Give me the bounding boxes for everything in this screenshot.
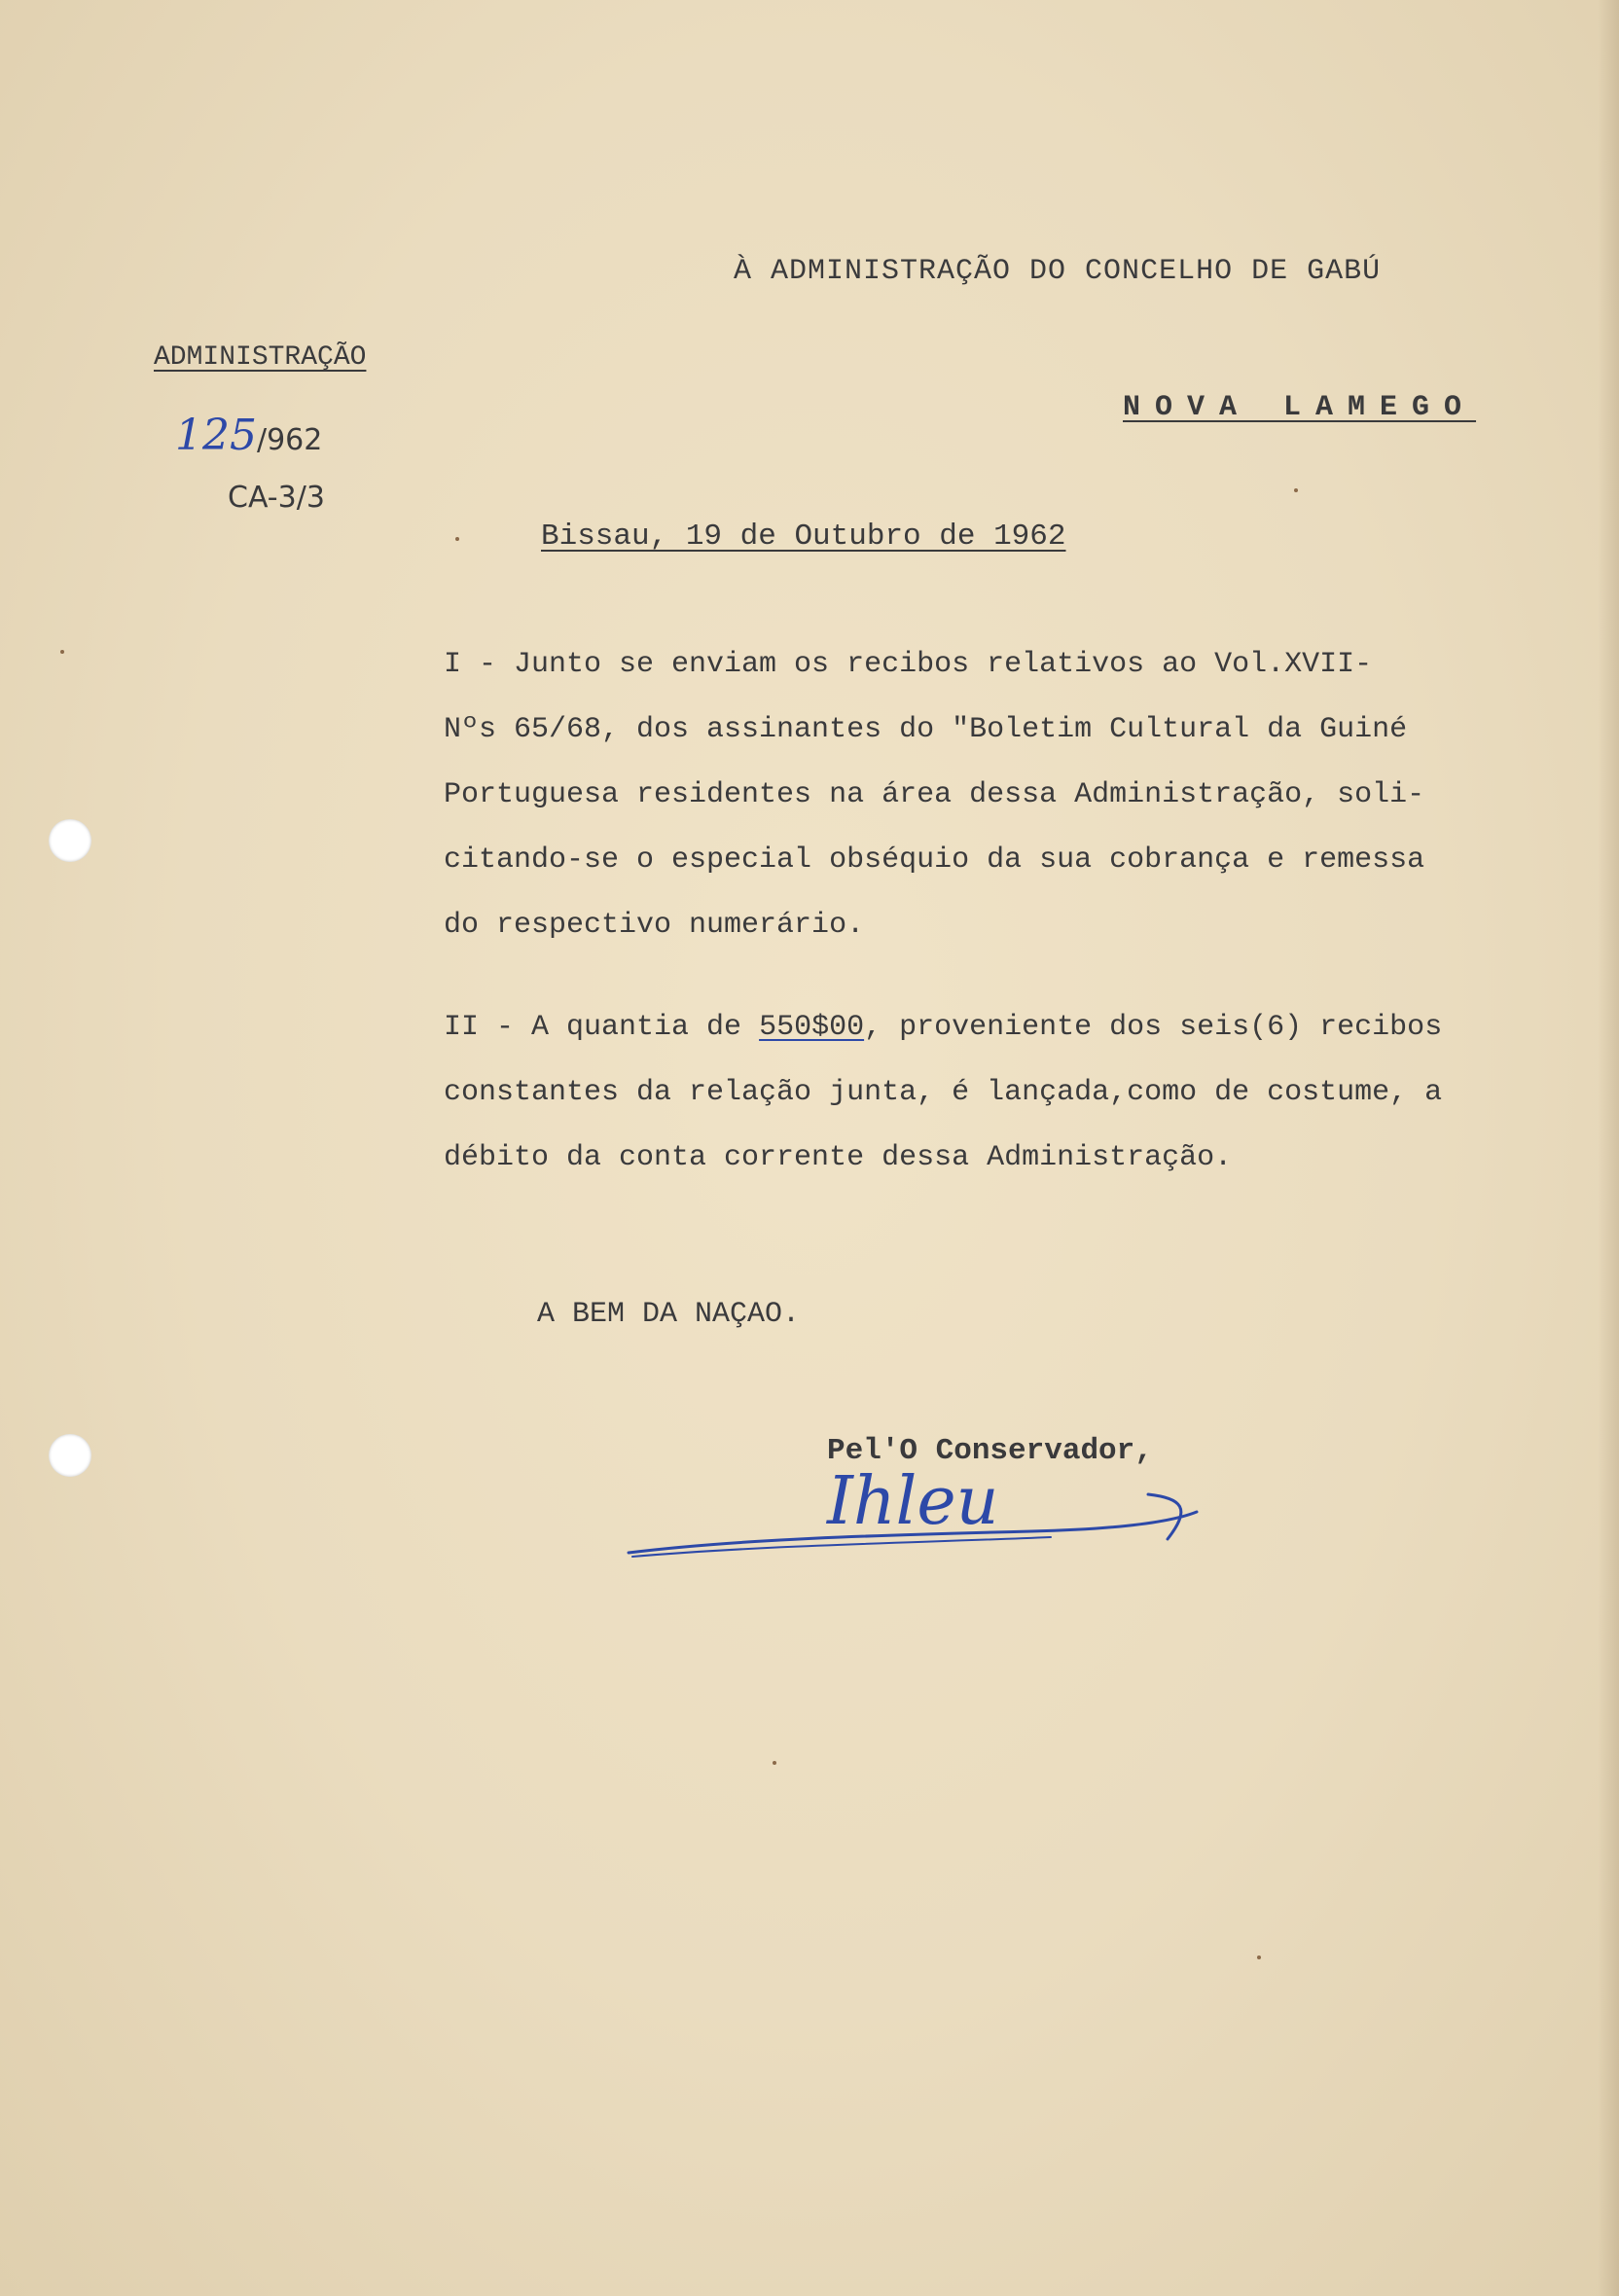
amount-prefix: II - A quantia de	[444, 1011, 760, 1044]
paragraph-line: I - Junto se enviam os recibos relativos ao Vol.XVII-	[444, 648, 1373, 681]
signature	[623, 1455, 1206, 1582]
signature-text: Ihleu	[827, 1463, 999, 1540]
paragraph-line: citando-se o especial obséquio da sua cobrança e remessa	[444, 843, 1425, 877]
recipient-line: À ADMINISTRAÇÃO DO CONCELHO DE GABÚ	[734, 255, 1382, 288]
paragraph-line: Nºs 65/68, dos assinantes do "Boletim Cultural da Guiné	[444, 713, 1408, 746]
date-line: Bissau, 19 de Outubro de 1962	[541, 520, 1066, 554]
signatory-line: Pel'O Conservador,	[827, 1434, 1153, 1468]
paper-speck	[1257, 1955, 1261, 1959]
paragraph-line: débito da conta corrente dessa Administração.	[444, 1141, 1233, 1174]
reference-number	[175, 411, 322, 460]
paragraph-line: constantes da relação junta, é lançada,como de costume, a	[444, 1076, 1443, 1109]
paper-speck	[773, 1761, 776, 1765]
paragraph-2	[444, 995, 1553, 1191]
paragraph-line	[444, 995, 1553, 1060]
file-code: CA-3/3	[228, 481, 325, 515]
handwritten-reference: 125	[175, 411, 257, 460]
reference-year: /962	[256, 423, 323, 457]
closing-salutation: A BEM DA NAÇAO.	[537, 1298, 801, 1331]
amount-suffix: , proveniente dos seis(6) recibos	[864, 1011, 1443, 1044]
amount-value: 550$00	[759, 1011, 865, 1044]
paragraph-line: Portuguesa residentes na área dessa Administração, soli-	[444, 778, 1425, 811]
punch-hole-bottom	[49, 1434, 91, 1477]
punch-hole-top	[49, 819, 91, 862]
paper-speck	[1294, 488, 1298, 492]
paragraph-line: do respectivo numerário.	[444, 909, 865, 942]
paper-speck	[60, 650, 64, 654]
paper-edge-shadow	[1598, 0, 1619, 2296]
department-label: ADMINISTRAÇÃO	[154, 342, 367, 373]
paper-speck	[455, 537, 459, 541]
destination-line: NOVA LAMEGO	[1123, 391, 1477, 424]
paragraph-1	[444, 632, 1553, 958]
